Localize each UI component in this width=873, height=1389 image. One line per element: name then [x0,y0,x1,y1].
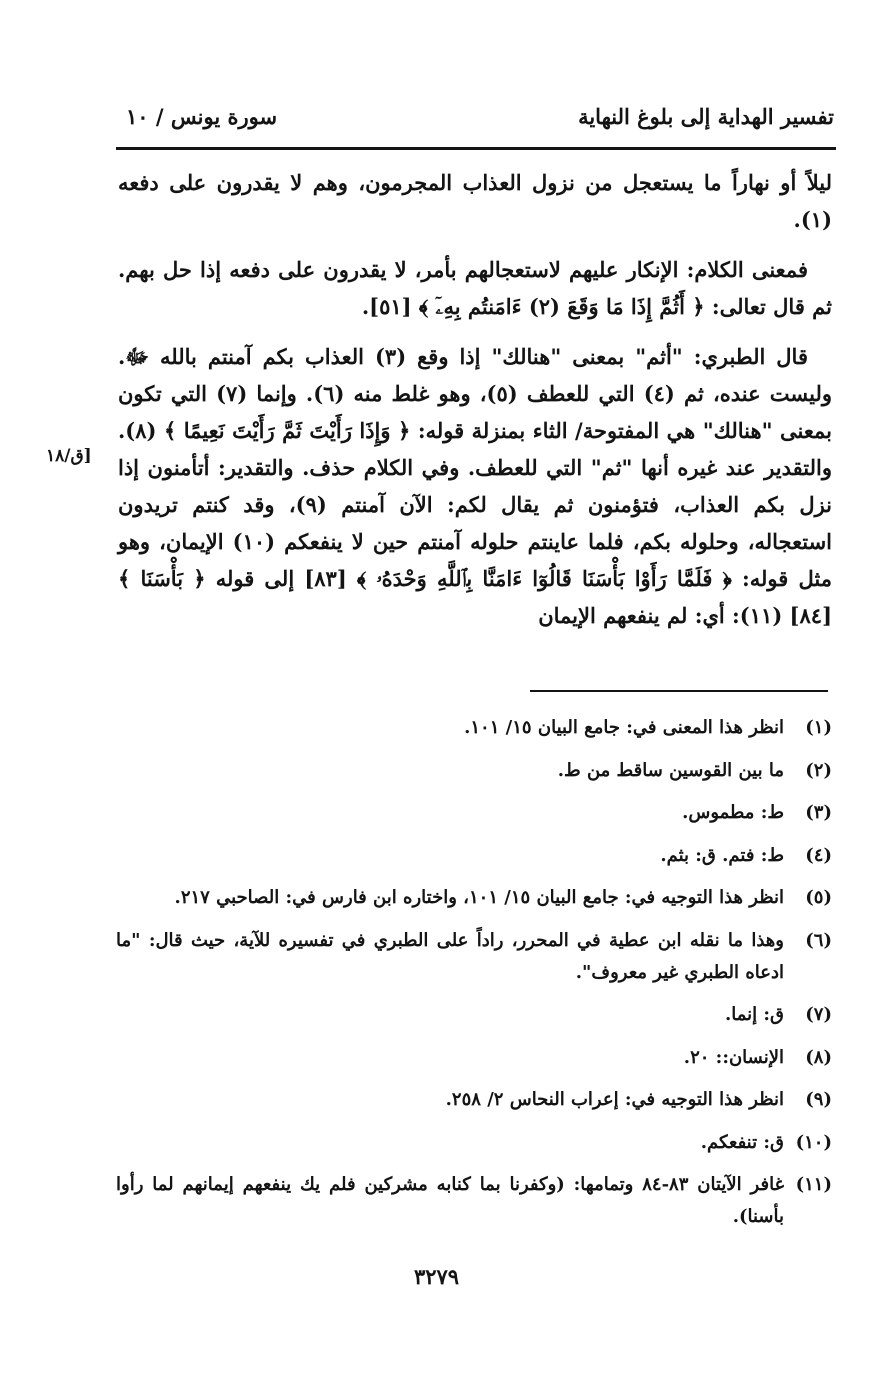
footnote-number: (٢) [805,759,832,781]
footnote-text: انظر هذا التوجيه في: إعراب النحاس ٢/ ٢٥٨. [445,1089,784,1110]
footnote-text: انظر هذا التوجيه في: جامع البيان ١٥/ ١٠١، واختاره ابن فارس في: الصاحبي ٢١٧. [174,887,784,908]
footnote-number: (٤) [805,844,832,866]
manuscript-margin-note: [ق/١٨ [46,446,92,466]
book-title: تفسير الهداية إلى بلوغ النهاية [578,104,834,129]
footnote [116,755,832,787]
footnote [116,1169,832,1233]
footnote [116,797,832,829]
footnote-number: (٥) [805,887,832,908]
footnote-number: (٦) [805,929,832,951]
footnote-text: ط: فتم. ق: بثم. [660,844,784,866]
footnote [116,1084,832,1116]
surah-reference: سورة يونس / ١٠ [126,104,278,129]
footnote-text: وهذا ما نقله ابن عطية في المحرر، راداً على الطبري في تفسيره للآية، حيث قال: "ما ادعاه الطبري غير معروف". [116,929,784,983]
footnote [116,1042,832,1074]
running-header [116,104,834,144]
footnote-text: غافر الآيتان ٨٣-٨٤ وتمامها: (وكفرنا بما كنابه مشركين فلم يك ينفعهم إيمانهم لما رأوا بأسنا). [116,1174,784,1227]
footnote-text: ق: تنفعكم. [700,1131,784,1153]
footnote-number: (٣) [805,802,832,823]
footnote-text: الإنسان:: ٢٠. [683,1046,784,1068]
header-divider [116,147,836,150]
footnote [116,1127,832,1159]
footnote [116,925,832,989]
footnote-number: (٨) [805,1046,832,1068]
main-text [118,164,832,634]
footnote-number: (٩) [805,1089,832,1110]
footnote [116,999,832,1031]
footnote-number: (١٠) [795,1131,832,1153]
footnote-text: ط: مطموس. [682,802,784,823]
page-number: ٣٢٧٩ [413,1264,460,1289]
footnote [116,840,832,872]
body-paragraph: قال الطبري: "أثم" بمعنى "هنالك" إذا وقع (٣) العذاب بكم آمنتم بالله ﷻ. وليست عنده، ثم (٤) التي للعطف (٥)، وهو غلط منه (٦). وإنما (٧) التي تكون بمعنى "هنالك" هي المفتوحة/ الثاء بمنزلة قوله: ﴿ وَإِذَا رَأَيْتَ ثَمَّ رَأَيْتَ نَعِيمًا ﴾ (٨). والتقدير عند غيره أنها "ثم" التي للعطف. وفي الكلام حذف. والتقدير: أتأمنون إذا نزل بكم العذاب، فتؤمنون ثم يقال لكم: الآن آمنتم (٩)، وقد كنتم تريدون استعجاله، وحلوله بكم، فلما عاينتم حلوله آمنتم حين لا ينفعكم (١٠) الإيمان، وهو مثل قوله: ﴿ فَلَمَّا رَأَوْا بَأْسَنَا قَالُوٓا ءَامَنَّا بِٱللَّهِ وَحْدَهُۥ ﴾ [٨٣] إلى قوله ﴿ بَأْسَنَا ﴾ [٨٤] (١١): أي: لم ينفعهم الإيمان [118,344,833,628]
footnote-number: (١١) [795,1174,832,1195]
body-paragraph: ليلاً أو نهاراً ما يستعجل من نزول العذاب المجرمون، وهم لا يقدرون على دفعه (١). [118,170,832,232]
footnotes-list [116,712,832,1244]
body-paragraph: فمعنى الكلام: الإنكار عليهم لاستعجالهم بأمر، لا يقدرون على دفعه إذا حل بهم. ثم قال تعالى: ﴿ أَثُمَّ إِذَا مَا وَقَعَ (٢) ءَامَنتُم بِهِۦٓ ﴾ [٥١]. [118,257,832,319]
footnote-number: (٧) [805,1004,832,1025]
footnote-divider [530,690,828,692]
footnote [116,882,832,914]
footnote-text: ما بين القوسين ساقط من ط. [557,759,784,781]
footnote [116,712,832,744]
footnote-text: ق: إنما. [724,1004,784,1025]
footnote-text: انظر هذا المعنى في: جامع البيان ١٥/ ١٠١. [464,717,784,738]
footnote-number: (١) [805,717,832,738]
